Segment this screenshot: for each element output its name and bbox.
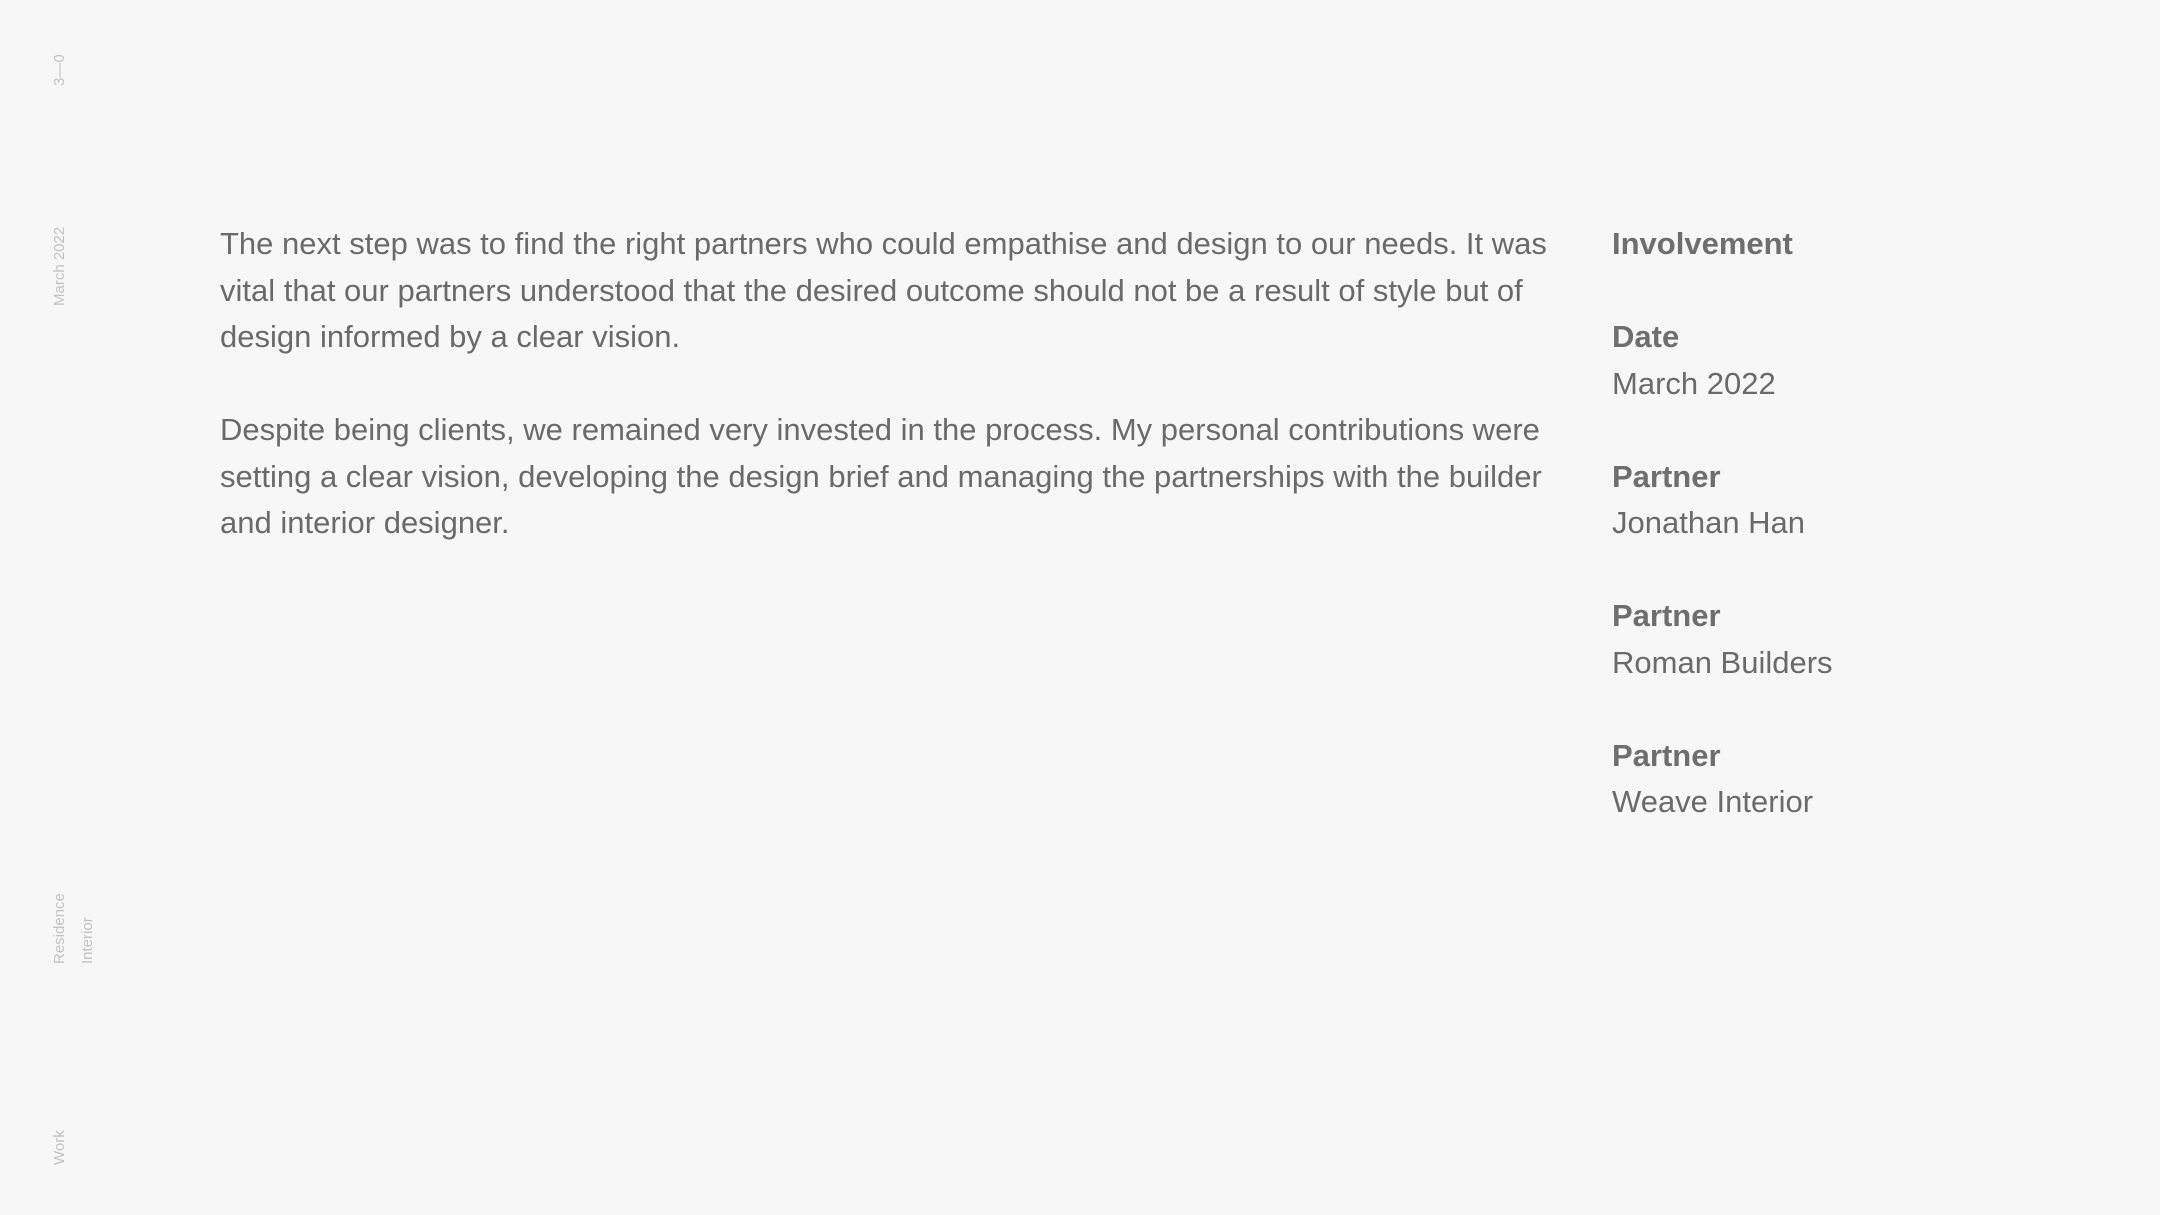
meta-item-partner-1 — [1612, 454, 2132, 547]
meta-value: Roman Builders — [1612, 644, 1833, 680]
meta-label: Date — [1612, 319, 1680, 354]
meta-value: March 2022 — [1612, 365, 1776, 401]
side-section-work: Work — [51, 1130, 68, 1165]
body-paragraph-1: The next step was to find the right partners who could empathise and design to our needs. It was vital that our partners understood that the desired outcome should not be a result of style but of design informed by a clear vision. — [220, 226, 1547, 354]
side-category-residence: Residence — [51, 893, 68, 964]
side-category-interior: Interior — [79, 917, 96, 964]
meta-value: Jonathan Han — [1612, 505, 1806, 540]
meta-label: Partner — [1612, 598, 1721, 633]
body-paragraph-2: Despite being clients, we remained very invested in the process. My personal contributions were setting a clear vision, developing the design brief and managing the partnerships with the builder and interior designer. — [220, 412, 1542, 540]
body-copy — [220, 221, 1560, 593]
meta-item-partner-3 — [1612, 733, 2132, 826]
involvement-heading: Involvement — [1612, 226, 1793, 261]
meta-item-date — [1612, 314, 2132, 407]
page-number: 3—0 — [51, 54, 68, 86]
meta-label: Partner — [1612, 458, 1721, 494]
meta-value: Weave Interior — [1612, 784, 1814, 819]
meta-label: Partner — [1612, 737, 1721, 773]
side-date-label: March 2022 — [51, 226, 68, 306]
involvement-panel — [1612, 221, 2132, 872]
meta-item-partner-2 — [1612, 593, 2132, 686]
